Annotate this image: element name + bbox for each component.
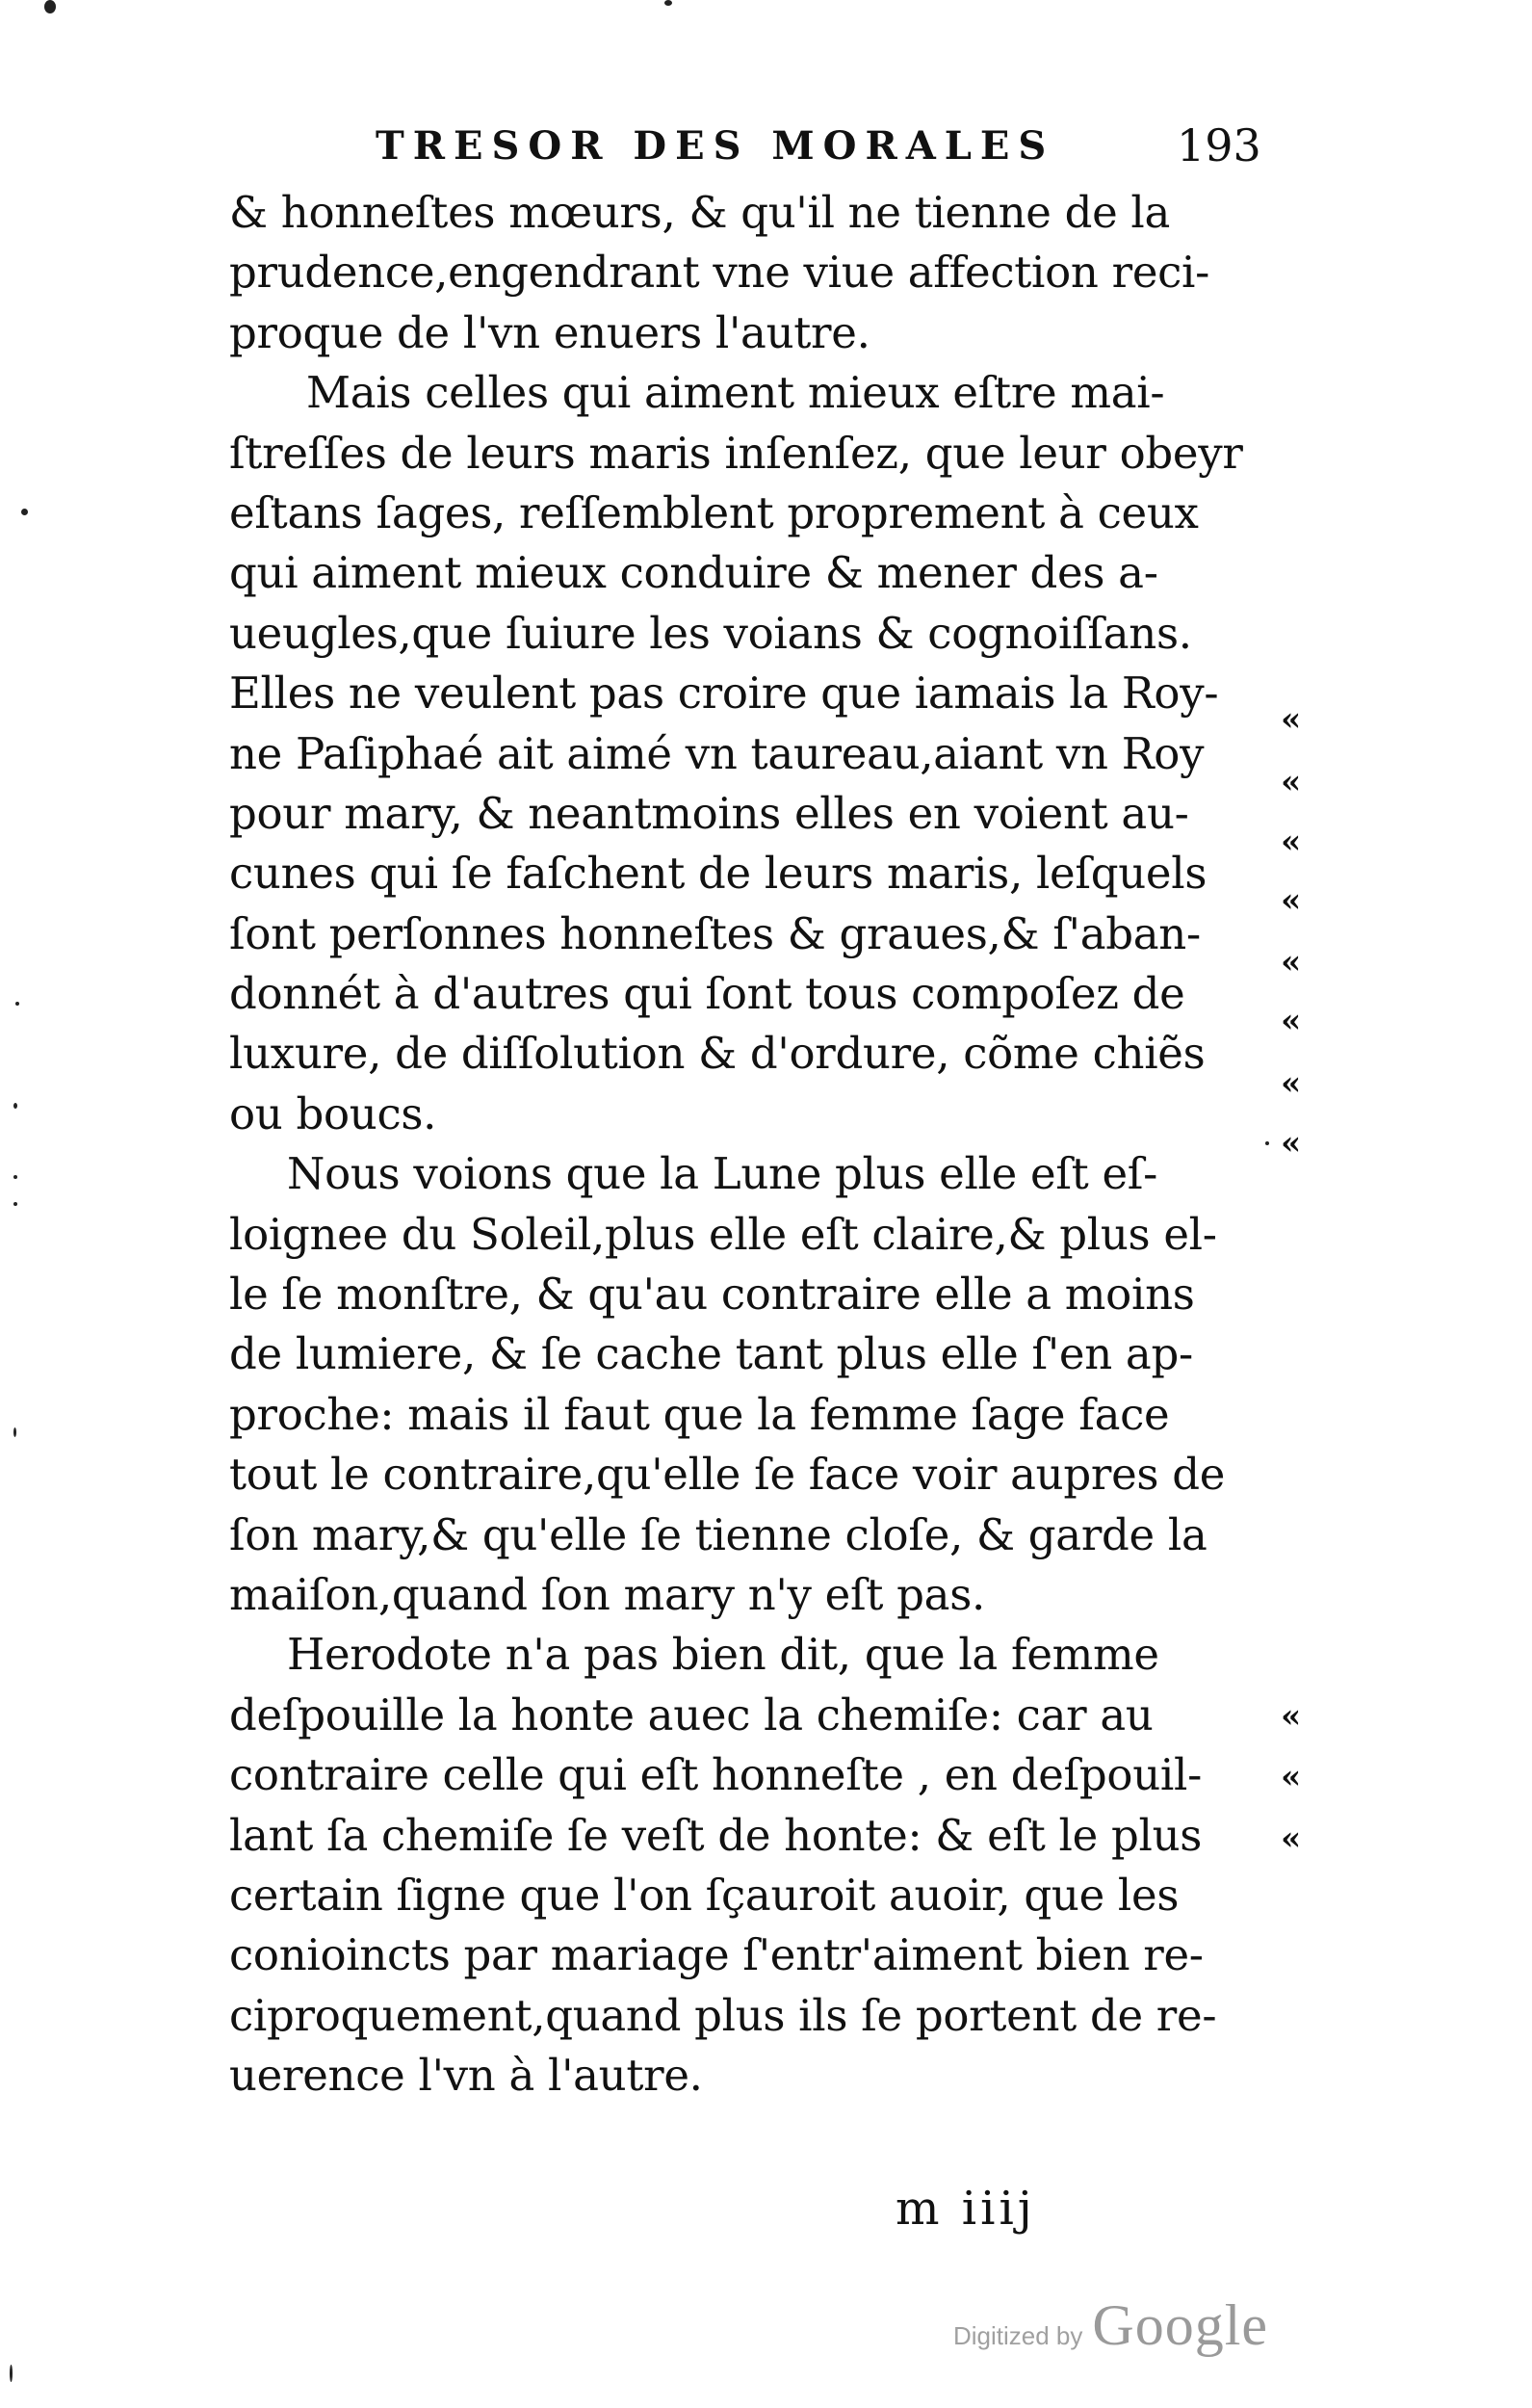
margin-quote-mark: « [1281, 1758, 1302, 1796]
watermark-prefix: Digitized by [953, 2321, 1083, 2350]
text-line: qui aiment mieux conduire & mener des a- [229, 547, 1158, 599]
margin-quote-mark: « [1281, 823, 1302, 861]
text-line: ſtreſſes de leurs maris inſenſez, que leur obeyr [229, 427, 1243, 479]
text-line: donnét à d'autres qui ſont tous compoſez de [229, 968, 1185, 1020]
text-line: Elles ne veulent pas croire que iamais la Roy- [229, 667, 1219, 720]
text-line: loignee du Soleil,plus elle eſt claire,& plus el- [229, 1208, 1217, 1260]
scan-speck [13, 1202, 17, 1206]
text-line: uerence l'vn à l'autre. [229, 2050, 703, 2102]
margin-quote-mark: « [1281, 700, 1302, 739]
page-number: 193 [1177, 119, 1261, 171]
margin-quote-mark: « [1281, 763, 1302, 801]
text-line: proque de l'vn enuers l'autre. [229, 306, 870, 358]
text-line: & honneſtes mœurs, & qu'il ne tienne de la [229, 187, 1171, 238]
signature-mark: m iiij [896, 2182, 1036, 2236]
text-line: lant ſa chemiſe ſe veſt de honte: & eſt le plus [229, 1809, 1203, 1861]
scan-speck [15, 1002, 19, 1006]
margin-quote-mark: « [1281, 1064, 1302, 1103]
text-line: le ſe monſtre, & qu'au contraire elle a moins [229, 1269, 1195, 1321]
text-line: pour mary, & neantmoins elles en voient au- [229, 787, 1189, 839]
running-title: TRESOR DES MORALES [376, 123, 1055, 169]
text-line: cunes qui ſe faſchent de leurs maris, leſquels [229, 848, 1207, 900]
paragraph-start-line: Nous voions que la Lune plus elle eſt eſ- [287, 1148, 1158, 1200]
text-line: deſpouille la honte auec la chemiſe: car au [229, 1688, 1154, 1741]
scan-speck [21, 509, 28, 515]
text-line: luxure, de diſſolution & d'ordure, cõme chiẽs [229, 1028, 1206, 1080]
margin-quote-mark: « [1281, 1002, 1302, 1040]
text-line: tout le contraire,qu'elle ſe face voir aupres de [229, 1449, 1226, 1501]
text-line: de lumiere, & ſe cache tant plus elle ſ'en ap- [229, 1328, 1193, 1380]
scan-speck [44, 0, 56, 13]
text-line: ne Paſiphaé ait aimé vn taureau,aiant vn Roy [229, 727, 1205, 779]
text-line: ou boucs. [229, 1087, 437, 1139]
google-watermark [953, 2292, 1268, 2359]
scan-speck [10, 2365, 13, 2382]
body-text [229, 183, 1269, 2107]
paragraph-start-line: Herodote n'a pas bien dit, que la femme [287, 1629, 1159, 1681]
text-line: contraire celle qui eſt honneſte , en deſpouil- [229, 1749, 1202, 1801]
margin-quote-mark: « [1281, 1819, 1302, 1858]
scan-speck [13, 1427, 16, 1437]
text-line: ciproquement,quand plus ils ſe portent de re- [229, 1989, 1217, 2041]
paragraph-start-line: Mais celles qui aiment mieux eſtre mai- [306, 367, 1165, 419]
text-line: proche: mais il faut que la femme ſage face [229, 1388, 1170, 1440]
text-line: ſont perſonnes honneſtes & graues,& ſ'aban- [229, 907, 1201, 959]
text-line: eſtans ſages, reſſemblent proprement à ceux [229, 486, 1199, 538]
text-line: prudence,engendrant vne viue affection reci- [229, 247, 1210, 299]
text-line: certain ſigne que l'on ſçauroit auoir, que les [229, 1869, 1180, 1921]
margin-quote-mark: « [1281, 1697, 1302, 1736]
scan-speck [1265, 1141, 1269, 1145]
scan-speck [13, 1103, 17, 1109]
scan-speck [13, 1175, 17, 1179]
text-line: maiſon,quand ſon mary n'y eſt pas. [229, 1568, 985, 1620]
text-line: conioincts par mariage ſ'entr'aiment bien re- [229, 1929, 1204, 1981]
scan-speck [664, 0, 672, 6]
google-logo: Google [1092, 2293, 1269, 2357]
text-line: ueugles,que ſuiure les voians & cognoiſſans. [229, 607, 1192, 659]
margin-quote-mark: « [1281, 1124, 1302, 1163]
margin-quote-mark: « [1281, 881, 1302, 920]
margin-quote-mark: « [1281, 943, 1302, 982]
text-line: ſon mary,& qu'elle ſe tienne cloſe, & garde la [229, 1508, 1207, 1560]
